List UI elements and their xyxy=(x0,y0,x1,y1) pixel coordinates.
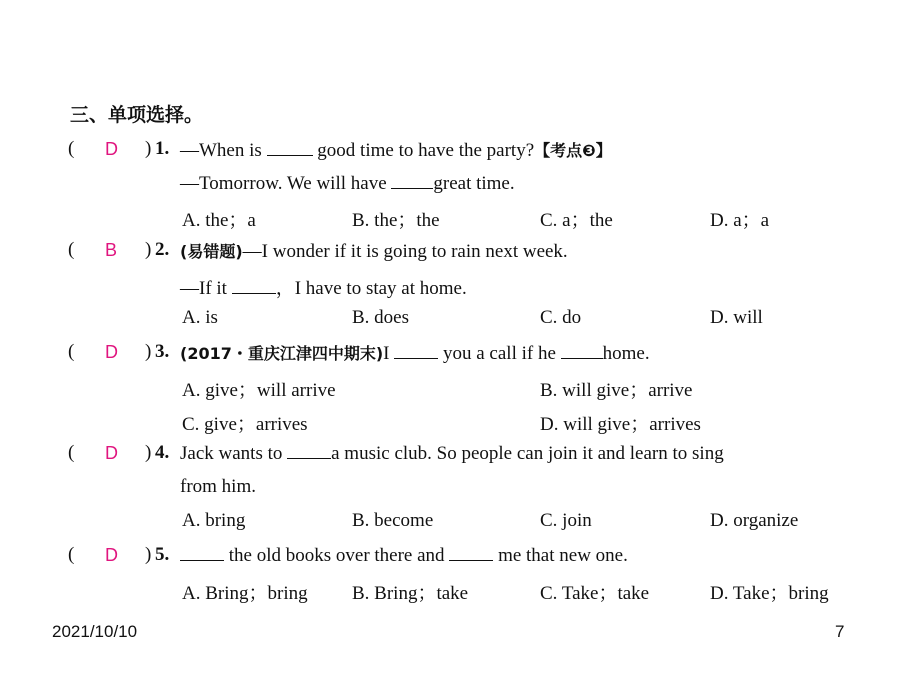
option-b: B. does xyxy=(352,307,409,328)
page-number: 7 xyxy=(835,622,845,641)
answer-mark: D xyxy=(105,545,118,565)
option-b: B. the；the xyxy=(352,210,440,231)
option-c: C. Take；take xyxy=(540,583,650,604)
stem-text: a music club. So people can join it and learn to sing xyxy=(331,443,724,464)
question-number: 4. xyxy=(155,442,170,463)
question-number: 3. xyxy=(155,341,170,362)
answer-paren-open: ( xyxy=(68,544,75,565)
blank xyxy=(394,342,438,359)
option-b: B. will give；arrive xyxy=(540,380,693,401)
question-stem xyxy=(180,239,568,263)
blank xyxy=(449,544,493,561)
question-stem xyxy=(180,544,628,567)
answer-paren-close: ) xyxy=(145,544,152,565)
blank xyxy=(287,442,331,459)
stem-text: me that new one. xyxy=(493,545,628,566)
footer-date: 2021/10/10 xyxy=(52,622,138,641)
option-b: B. become xyxy=(352,510,434,531)
answer-paren-close: ) xyxy=(145,138,152,159)
answer-mark: B xyxy=(105,240,118,260)
option-c: C. give；arrives xyxy=(182,414,308,435)
question-number: 2. xyxy=(155,239,170,260)
stem-text: home. xyxy=(602,343,650,364)
stem-text: the old books over there and xyxy=(224,545,450,566)
answer-paren-open: ( xyxy=(68,341,75,362)
option-c: C. a；the xyxy=(540,210,613,231)
option-a: A. give；will arrive xyxy=(182,380,336,401)
stem-text: —I wonder if it is going to rain next week. xyxy=(242,241,568,262)
answer-mark: D xyxy=(105,342,118,362)
blank xyxy=(267,139,313,156)
blank xyxy=(561,342,603,359)
question-number: 1. xyxy=(155,138,170,159)
answer-mark: D xyxy=(105,443,118,463)
stem-text: I xyxy=(383,343,395,364)
topic-tag: 【考点❸】 xyxy=(534,141,612,160)
question-line-2 xyxy=(180,172,515,195)
question-number: 5. xyxy=(155,544,170,565)
question-stem xyxy=(180,341,650,365)
option-b: B. Bring；take xyxy=(352,583,469,604)
answer-paren-close: ) xyxy=(145,442,152,463)
option-d: D. will give；arrives xyxy=(540,414,701,435)
question-stem xyxy=(180,138,612,162)
option-c: C. join xyxy=(540,510,592,531)
option-a: A. Bring；bring xyxy=(182,583,308,604)
answer-paren-open: ( xyxy=(68,239,75,260)
answer-paren-close: ) xyxy=(145,341,152,362)
stem-text: —If it xyxy=(180,278,232,299)
blank xyxy=(391,172,433,189)
question-stem xyxy=(180,442,724,465)
option-a: A. bring xyxy=(182,510,246,531)
stem-text: Jack wants to xyxy=(180,443,288,464)
option-a: A. the；a xyxy=(182,210,256,231)
stem-text: —Tomorrow. We will have xyxy=(180,173,392,194)
stem-text: ，I have to stay at home. xyxy=(275,278,467,299)
stem-text: good time to have the party? xyxy=(312,140,535,161)
answer-paren-open: ( xyxy=(68,442,75,463)
blank xyxy=(232,277,276,294)
topic-tag: (易错题) xyxy=(180,242,243,261)
question-line-2 xyxy=(180,273,467,300)
answer-paren-open: ( xyxy=(68,138,75,159)
option-c: C. do xyxy=(540,307,582,328)
option-d: D. a；a xyxy=(710,210,770,231)
answer-mark: D xyxy=(105,139,118,159)
stem-text: —When is xyxy=(180,140,267,161)
answer-paren-close: ) xyxy=(145,239,152,260)
option-d: D. will xyxy=(710,307,763,328)
option-d: D. organize xyxy=(710,510,799,531)
option-d: D. Take；bring xyxy=(710,583,829,604)
blank xyxy=(180,544,224,561)
question-line-2: from him. xyxy=(180,476,256,497)
section-title: 三、单项选择。 xyxy=(70,104,204,126)
option-a: A. is xyxy=(182,307,218,328)
stem-text: great time. xyxy=(433,173,515,194)
stem-text: you a call if he xyxy=(438,343,561,364)
source-tag: (2017・重庆江津四中期末) xyxy=(180,344,384,363)
